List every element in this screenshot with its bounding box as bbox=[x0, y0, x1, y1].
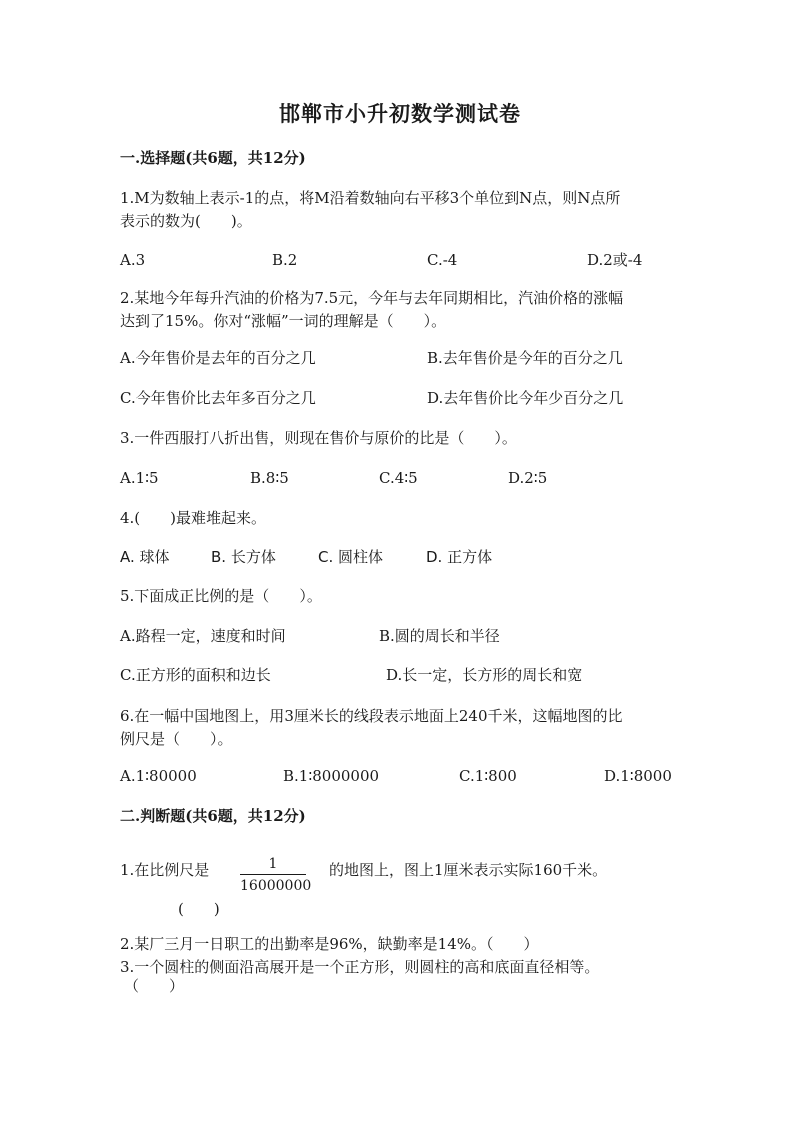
question-stem: 3.一个圆柱的侧面沿高展开是一个正方形，则圆柱的高和底面直径相等。 bbox=[120, 958, 600, 976]
answer-blank: ( ) bbox=[178, 900, 220, 918]
question-stem: 6.在一幅中国地图上，用3厘米长的线段表示地面上240千米，这幅地图的比 bbox=[120, 707, 623, 725]
question-stem: 3.一件西服打八折出售，则现在售价与原价的比是（ ）。 bbox=[120, 429, 517, 447]
option-d: D.去年售价比今年少百分之几 bbox=[427, 389, 624, 407]
question-stem-suffix: 的地图上，图上1厘米表示实际160千米。 bbox=[329, 861, 608, 879]
question-stem: 达到了15%。你对“涨幅”一词的理解是（ ）。 bbox=[120, 312, 447, 330]
option-a: A.1∶80000 bbox=[120, 767, 197, 785]
section-heading-choice: 一.选择题(共6题，共12分) bbox=[120, 149, 306, 167]
option-d: D.2或-4 bbox=[587, 251, 643, 269]
option-a: A.路程一定，速度和时间 bbox=[120, 627, 286, 645]
option-b: B.圆的周长和半径 bbox=[379, 627, 500, 645]
option-d: D. 正方体 bbox=[426, 548, 493, 566]
option-b: B. 长方体 bbox=[211, 548, 276, 566]
question-stem: 2.某厂三月一日职工的出勤率是96%，缺勤率是14%。（ ） bbox=[120, 935, 539, 953]
option-a: A.1∶5 bbox=[120, 469, 159, 487]
answer-blank: （ ） bbox=[124, 977, 185, 995]
question-stem-prefix: 1.在比例尺是 bbox=[120, 861, 210, 879]
fraction-numerator: 1 bbox=[268, 856, 278, 872]
option-c: C.今年售价比去年多百分之几 bbox=[120, 389, 316, 407]
option-d: D.2∶5 bbox=[508, 469, 548, 487]
option-b: B.去年售价是今年的百分之几 bbox=[427, 349, 623, 367]
page-title: 邯郸市小升初数学测试卷 bbox=[279, 101, 521, 126]
option-c: C.1∶800 bbox=[459, 767, 517, 785]
scale-fraction bbox=[240, 855, 312, 895]
option-c: C.正方形的面积和边长 bbox=[120, 666, 271, 684]
fraction-denominator: 16000000 bbox=[240, 878, 312, 894]
section-heading-judgement: 二.判断题(共6题，共12分) bbox=[120, 807, 306, 825]
fraction-bar bbox=[240, 874, 306, 875]
question-stem: 1.M为数轴上表示-1的点，将M沿着数轴向右平移3个单位到N点，则N点所 bbox=[120, 189, 621, 207]
option-c: C.4∶5 bbox=[379, 469, 418, 487]
option-c: C.-4 bbox=[427, 251, 458, 269]
question-stem: 2.某地今年每升汽油的价格为7.5元，今年与去年同期相比，汽油价格的涨幅 bbox=[120, 289, 624, 307]
option-a: A.今年售价是去年的百分之几 bbox=[120, 349, 316, 367]
question-stem: 5.下面成正比例的是（ ）。 bbox=[120, 587, 322, 605]
option-a: A. 球体 bbox=[120, 548, 170, 566]
option-b: B.2 bbox=[272, 251, 298, 269]
option-b: B.8∶5 bbox=[250, 469, 289, 487]
option-c: C. 圆柱体 bbox=[318, 548, 384, 566]
option-a: A.3 bbox=[120, 251, 146, 269]
question-stem: 例尺是（ ）。 bbox=[120, 730, 233, 748]
option-d: D.长一定，长方形的周长和宽 bbox=[386, 666, 583, 684]
option-d: D.1∶8000 bbox=[604, 767, 672, 785]
option-b: B.1∶8000000 bbox=[283, 767, 380, 785]
question-stem: 表示的数为( )。 bbox=[120, 212, 252, 230]
question-stem: 4.( )最难堆起来。 bbox=[120, 509, 267, 527]
